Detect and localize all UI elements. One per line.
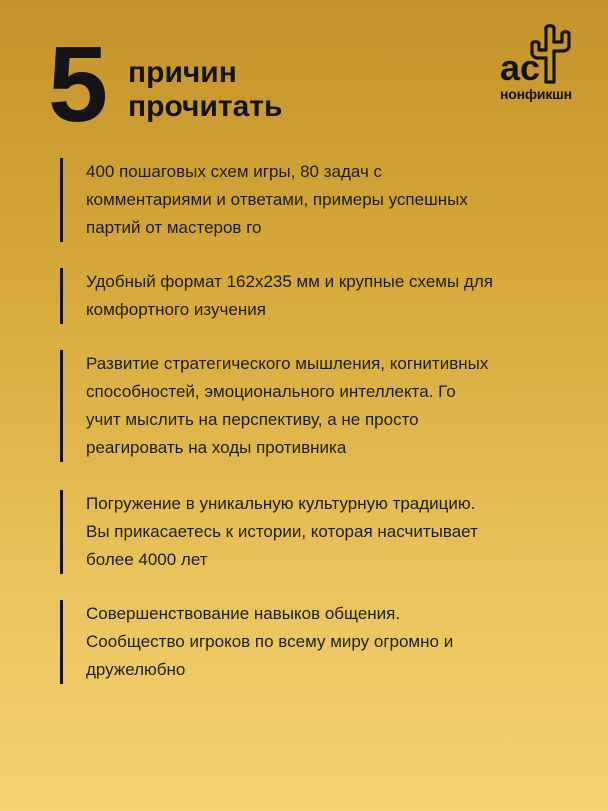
- logo-subtitle: нонфикшн: [500, 86, 572, 102]
- reason-item: [60, 490, 478, 574]
- reason-line: способностей, эмоционального интеллекта. Го: [86, 382, 456, 401]
- publisher-logo: [500, 24, 590, 104]
- reason-line: более 4000 лет: [86, 550, 208, 569]
- reason-line: Совершенствование навыков общения.: [86, 604, 401, 623]
- cactus-icon: [500, 24, 584, 86]
- reason-line: комментариями и ответами, примеры успешных: [86, 190, 468, 209]
- reason-bar: [60, 600, 63, 684]
- reason-item: [60, 600, 453, 684]
- reason-bar: [60, 158, 63, 242]
- header: [48, 23, 568, 144]
- reason-line: Развитие стратегического мышления, когнитивных: [86, 354, 489, 373]
- reason-line: Сообщество игроков по всему миру огромно и: [86, 632, 454, 651]
- reason-line: реагировать на ходы противника: [86, 438, 347, 457]
- reason-line: дружелюбно: [86, 660, 186, 679]
- reason-bar: [60, 350, 63, 462]
- reason-line: Удобный формат 162х235 мм и крупные схемы для: [86, 272, 493, 291]
- reason-line: 400 пошаговых схем игры, 80 задач с: [86, 162, 383, 181]
- reason-bar: [60, 268, 63, 324]
- logo-mark-text: ac: [500, 47, 541, 86]
- reason-item: [60, 268, 493, 324]
- reason-line: партий от мастеров го: [86, 218, 262, 237]
- title-line-1: причин: [128, 56, 237, 89]
- reason-line: Погружение в уникальную культурную традицию.: [86, 494, 476, 513]
- reason-line: Вы прикасаетесь к истории, которая насчитывает: [86, 522, 478, 541]
- title: [128, 56, 282, 124]
- reason-line: учит мыслить на перспективу, а не просто: [86, 410, 419, 429]
- big-number: 5: [48, 23, 107, 144]
- title-line-2: прочитать: [128, 90, 283, 123]
- reason-item: [60, 158, 468, 242]
- reason-line: комфортного изучения: [86, 300, 266, 319]
- reason-bar: [60, 490, 63, 574]
- reason-item: [60, 350, 488, 462]
